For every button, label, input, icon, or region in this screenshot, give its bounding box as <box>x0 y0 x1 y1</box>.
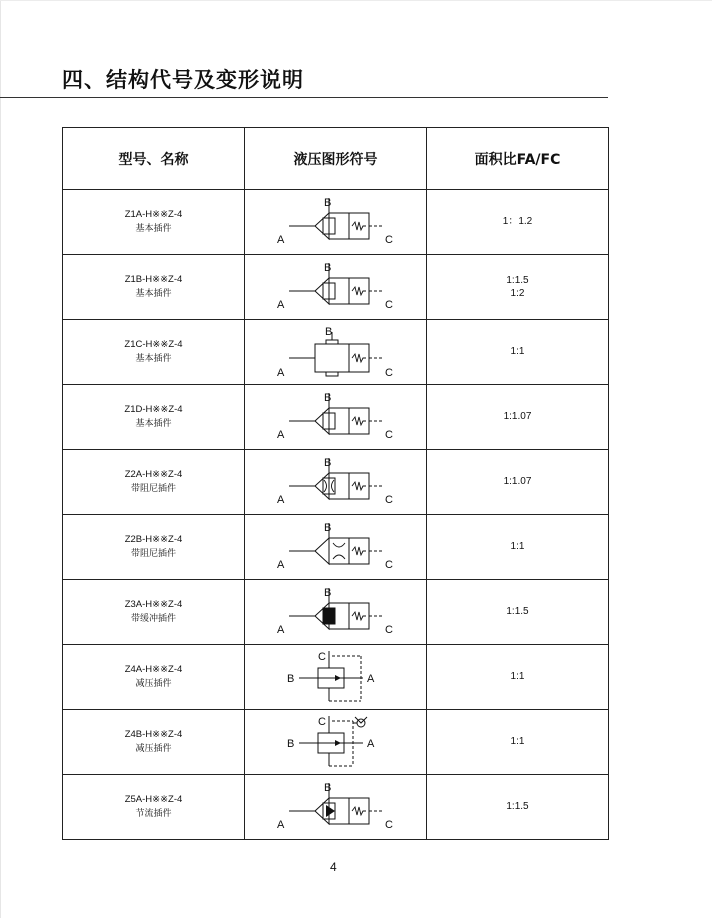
port-b-label: B <box>323 197 331 209</box>
port-c-label: C <box>384 819 393 831</box>
port-b-label: B <box>323 392 331 404</box>
page-number: 4 <box>330 860 337 874</box>
ratio-value: 1:1.07 <box>503 476 532 487</box>
ratio-cell <box>427 255 609 320</box>
model-code: Z2B-H※※Z-4 <box>124 534 183 545</box>
port-a-label: A <box>276 559 284 571</box>
pressure-reducing-symbol <box>271 648 401 706</box>
header-ratio: 面积比FA/FC <box>427 128 609 190</box>
model-cell <box>63 580 245 645</box>
model-code: Z4B-H※※Z-4 <box>124 729 183 740</box>
port-a-label: A <box>276 234 284 246</box>
model-code: Z2A-H※※Z-4 <box>124 469 183 480</box>
symbol-cell <box>245 710 427 775</box>
ratio-value: 1:1.5 <box>506 801 529 812</box>
ratio-value: 1:1.07 <box>503 411 532 422</box>
basic-cartridge-symbol <box>271 389 401 445</box>
page-edge-top <box>0 0 712 1</box>
table-row <box>63 450 609 515</box>
port-a-label: A <box>276 819 284 831</box>
ratio-value: 1:1.5 <box>506 606 529 617</box>
model-name: 带阻尼插件 <box>130 484 176 494</box>
port-b-label: B <box>286 673 294 685</box>
model-code: Z1A-H※※Z-4 <box>124 209 183 220</box>
port-b-label: B <box>323 262 331 274</box>
symbol-cell <box>245 320 427 385</box>
port-b-label: B <box>323 587 331 599</box>
pressure-reducing-check-symbol <box>271 713 401 771</box>
model-cell <box>63 645 245 710</box>
table-header-row <box>63 128 609 190</box>
port-a-label: A <box>276 624 284 636</box>
header-model: 型号、名称 <box>63 128 245 190</box>
basic-cartridge-symbol <box>271 259 401 315</box>
ratio-value: 1:1 <box>510 736 525 747</box>
symbol-cell <box>245 775 427 840</box>
symbol-cell <box>245 450 427 515</box>
port-c-label: C <box>317 651 326 663</box>
page-edge <box>0 0 1 918</box>
model-cell <box>63 450 245 515</box>
ratio-value: 1:1.5 <box>506 274 529 286</box>
table-row <box>63 190 609 255</box>
model-cell <box>63 515 245 580</box>
model-name: 减压插件 <box>135 744 172 754</box>
model-name: 减压插件 <box>135 679 172 689</box>
ratio-value: 1：1.2 <box>502 216 533 227</box>
port-c-label: C <box>384 559 393 571</box>
table-row <box>63 645 609 710</box>
port-b-label: B <box>324 326 332 338</box>
table-row <box>63 580 609 645</box>
buffered-cartridge-symbol <box>271 584 401 640</box>
port-b-label: B <box>286 738 294 750</box>
model-code: Z1D-H※※Z-4 <box>124 404 183 415</box>
throttle-cartridge-symbol <box>271 779 401 835</box>
damped-cartridge-symbol <box>271 519 401 575</box>
section-title: 四、结构代号及变形说明 <box>62 68 304 92</box>
ratio-cell <box>427 580 609 645</box>
ratio-cell <box>427 645 609 710</box>
port-b-label: B <box>323 522 331 534</box>
port-a-label: A <box>276 299 284 311</box>
table-row <box>63 385 609 450</box>
port-c-label: C <box>384 299 393 311</box>
model-code: Z1B-H※※Z-4 <box>124 274 183 285</box>
symbol-cell <box>245 515 427 580</box>
table-row <box>63 775 609 840</box>
ratio-value: 1:1 <box>510 541 525 552</box>
ratio-cell <box>427 320 609 385</box>
model-name: 节流插件 <box>135 809 172 819</box>
model-name: 基本插件 <box>135 289 172 299</box>
ratio-value: 1:1 <box>510 671 525 682</box>
model-name: 带阻尼插件 <box>130 549 176 559</box>
table-row <box>63 710 609 775</box>
model-code: Z1C-H※※Z-4 <box>124 339 183 350</box>
port-a-label: A <box>276 429 284 441</box>
ratio-cell <box>427 775 609 840</box>
damped-cartridge-symbol <box>271 454 401 510</box>
model-cell <box>63 255 245 320</box>
port-a-label: A <box>276 494 284 506</box>
model-name: 基本插件 <box>135 354 172 364</box>
model-cell <box>63 320 245 385</box>
model-cell <box>63 385 245 450</box>
spec-table <box>62 127 609 840</box>
port-c-label: C <box>384 494 393 506</box>
basic-cartridge-symbol <box>271 194 401 250</box>
ratio-value-2: 1:2 <box>510 287 525 299</box>
port-c-label: C <box>384 624 393 636</box>
table-row <box>63 515 609 580</box>
symbol-cell <box>245 645 427 710</box>
port-a-label: A <box>366 738 374 750</box>
port-b-label: B <box>323 457 331 469</box>
model-cell <box>63 190 245 255</box>
model-name: 基本插件 <box>135 224 172 234</box>
symbol-cell <box>245 255 427 320</box>
model-cell <box>63 710 245 775</box>
title-rule <box>0 97 608 98</box>
model-name: 基本插件 <box>135 419 172 429</box>
ratio-value: 1:1 <box>510 346 525 357</box>
ratio-cell <box>427 515 609 580</box>
symbol-cell <box>245 190 427 255</box>
ratio-cell <box>427 450 609 515</box>
port-c-label: C <box>384 367 393 379</box>
spool-cartridge-symbol <box>271 324 401 380</box>
model-code: Z5A-H※※Z-4 <box>124 794 183 805</box>
table-row <box>63 320 609 385</box>
port-c-label: C <box>384 234 393 246</box>
table-row <box>63 255 609 320</box>
model-cell <box>63 775 245 840</box>
model-code: Z3A-H※※Z-4 <box>124 599 183 610</box>
model-code: Z4A-H※※Z-4 <box>124 664 183 675</box>
port-a-label: A <box>276 367 284 379</box>
port-a-label: A <box>366 673 374 685</box>
ratio-cell <box>427 385 609 450</box>
symbol-cell <box>245 385 427 450</box>
ratio-cell <box>427 190 609 255</box>
port-c-label: C <box>317 716 326 728</box>
ratio-cell <box>427 710 609 775</box>
port-b-label: B <box>323 782 331 794</box>
header-symbol: 液压图形符号 <box>245 128 427 190</box>
model-name: 带缓冲插件 <box>130 614 176 624</box>
port-c-label: C <box>384 429 393 441</box>
symbol-cell <box>245 580 427 645</box>
